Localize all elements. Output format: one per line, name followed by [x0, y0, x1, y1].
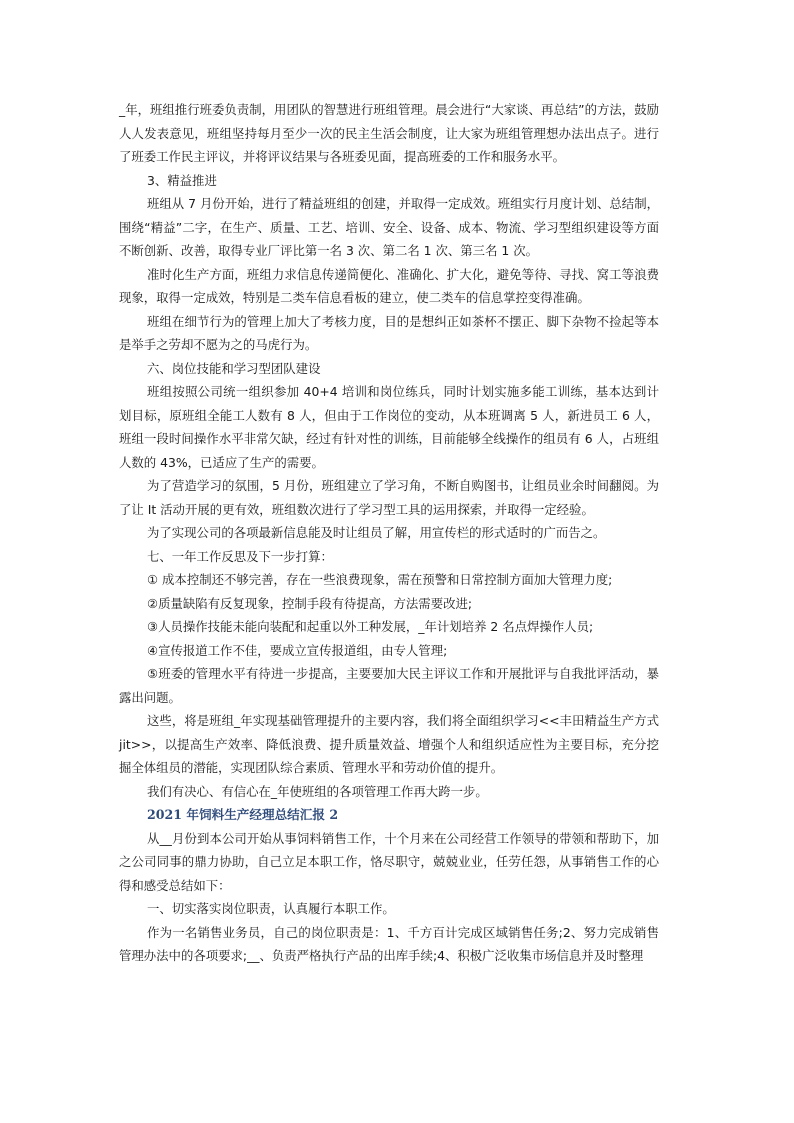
section-heading-reflection: 七、一年工作反思及下一步打算： — [147, 548, 333, 564]
list-item-1: ① 成本控制还不够完善，存在一些浪费现象，需在预警和日常控制方面加大管理力度; — [147, 572, 613, 587]
document-page — [119, 98, 659, 968]
paragraph-resolve: 我们有决心、有信心在_年使班组的各项管理工作再大跨一步。 — [147, 783, 488, 799]
section-heading-skills: 六、岗位技能和学习型团队建设 — [147, 360, 321, 376]
paragraph-training: 班组按照公司统一组织参加 40+4 培训和岗位练兵，同时计划实施多能工训练，基本达到计划目标，原班组全能工人数有 8 人，但由于工作岗位的变动，从本班调离 5 人，新进员工 6 人，班组一段时间操作水平非常欠缺，经过有针对性的训练，目前能够全线操作的组员有 6 人，占班组人数的 43%，已适应了生产的需要。 — [119, 384, 659, 470]
paragraph-plan: 这些，将是班组_年实现基础管理提升的主要内容，我们将全面组织学习<<丰田精益生产方式 jit>>，以提高生产效率、降低浪费、提升质量效益、增强个人和组织适应性为主要目标，充分挖掘全体组员的潜能，实现团队综合素质、管理水平和劳动价值的提升。 — [119, 713, 659, 775]
list-item-4: ④宣传报道工作不佳，要成立宣传报道组，由专人管理; — [147, 642, 448, 658]
list-item-3: ③人员操作技能未能向装配和起重以外工种发展，_年计划培养 2 名点焊操作人员; — [147, 619, 594, 634]
list-item-5: ⑤班委的管理水平有待进一步提高，主要要加大民主评议工作和开展批评与自我批评活动，暴露出问题。 — [119, 666, 659, 705]
paragraph-learning-corner: 为了营造学习的氛围，5 月份，班组建立了学习角，不断自购图书，让组员业余时间翻阅。为了让 It 活动开展的更有效，班组数次进行了学习型工具的运用探索，并取得一定经验。 — [119, 478, 659, 517]
list-item-2: ②质量缺陷有反复现象，控制手段有待提高，方法需要改进; — [147, 595, 473, 611]
paragraph-lean-team: 班组从 7 月份开始，进行了精益班组的创建，并取得一定成效。班组实行月度计划、总结制，围绕“精益”二字，在生产、质量、工艺、培训、安全、设备、成本、物流、学习型组织建设等方面不断创新、改善，取得专业厂评比第一名 3 次、第二名 1 次、第三名 1 次。 — [119, 196, 659, 258]
paragraph-details: 班组在细节行为的管理上加大了考核力度，目的是想纠正如茶杯不摆正、脚下杂物不捡起等本是举手之劳却不愿为之的马虎行为。 — [119, 313, 659, 352]
report-title-2: 2021 年饲料生产经理总结汇报 2 — [147, 807, 339, 822]
paragraph-duties: 作为一名销售业务员，自己的岗位职责是：1、千方百计完成区域销售任务;2、努力完成销售管理办法中的各项要求;__、负责严格执行产品的出库手续;4、积极广泛收集市场信息并及时整理 — [119, 924, 659, 963]
paragraph-1: _年，班组推行班委负责制，用团队的智慧进行班组管理。晨会进行“大家谈、再总结”的方法，鼓励人人发表意见，班组坚持每月至少一次的民主生活会制度，让大家为班组管理想办法出点子。进行了班委工作民主评议，并将评议结果与各班委见面，提高班委的工作和服务水平。 — [119, 102, 659, 164]
section-heading-lean: 3、精益推进 — [147, 172, 217, 188]
paragraph-bulletin: 为了实现公司的各项最新信息能及时让组员了解，用宣传栏的形式适时的广而告之。 — [147, 525, 606, 540]
paragraph-intro-2: 从__月份到本公司开始从事饲料销售工作，十个月来在公司经营工作领导的带领和帮助下，加之公司同事的鼎力协助，自己立足本职工作，恪尽职守，兢兢业业，任劳任怨，从事销售工作的心得和感受总结如下： — [119, 830, 659, 893]
section-heading-duties: 一、切实落实岗位职责，认真履行本职工作。 — [147, 901, 395, 916]
paragraph-jit: 准时化生产方面，班组力求信息传递简便化、准确化、扩大化，避免等待、寻找、窝工等浪费现象，取得一定成效，特别是二类车信息看板的建立，使二类车的信息掌控变得准确。 — [119, 266, 659, 305]
